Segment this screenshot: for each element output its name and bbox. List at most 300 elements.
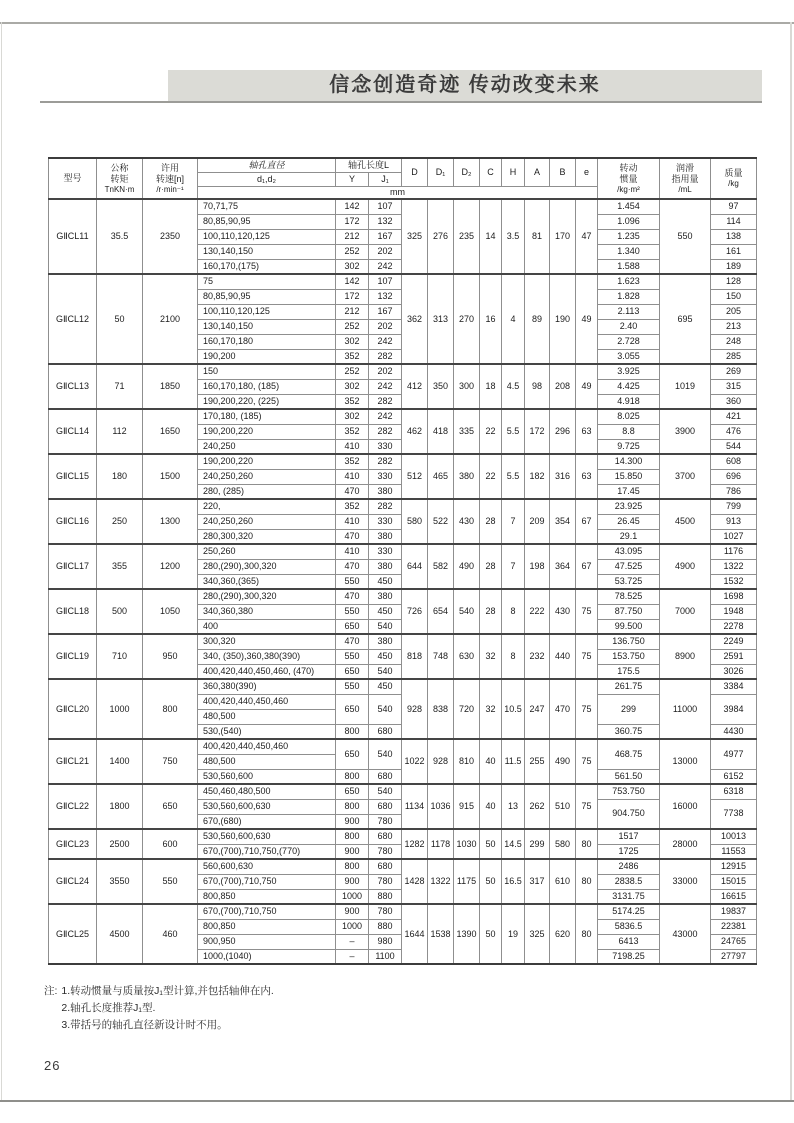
mass-cell: 10013 <box>711 829 757 844</box>
bore-diameter-cell: 280,(290),300,320 <box>198 589 336 604</box>
dimension-cell: 209 <box>525 499 550 544</box>
dimension-cell: 350 <box>428 364 454 409</box>
dimension-cell: 182 <box>525 454 550 499</box>
inertia-cell: 2.113 <box>598 304 660 319</box>
torque-cell: 50 <box>97 274 143 364</box>
bore-diameter-cell: 670,(700),710,750 <box>198 904 336 919</box>
mass-cell: 421 <box>711 409 757 424</box>
table-row <box>49 634 757 649</box>
bore-diameter-cell: 190,200 <box>198 349 336 364</box>
bore-diameter-cell: 280,(290),300,320 <box>198 559 336 574</box>
length-j1-cell: 780 <box>369 814 402 829</box>
mass-cell: 12915 <box>711 859 757 874</box>
bore-diameter-cell: 670,(700),710,750,(770) <box>198 844 336 859</box>
mass-cell: 913 <box>711 514 757 529</box>
dimension-cell: 8 <box>502 634 525 679</box>
torque-cell: 4500 <box>97 904 143 964</box>
inertia-cell: 3131.75 <box>598 889 660 904</box>
dimension-cell: 300 <box>454 364 480 409</box>
length-j1-cell: 132 <box>369 214 402 229</box>
model-cell: GⅡCL15 <box>49 454 97 499</box>
dimension-cell: 1322 <box>428 859 454 904</box>
dimension-cell: 50 <box>480 859 502 904</box>
dimension-cell: 490 <box>454 544 480 589</box>
dimension-cell: 81 <box>525 199 550 274</box>
length-j1-cell: 980 <box>369 934 402 949</box>
length-y-cell: 650 <box>336 619 369 634</box>
length-y-cell: 352 <box>336 394 369 409</box>
length-j1-cell: 450 <box>369 574 402 589</box>
length-y-cell: 550 <box>336 649 369 664</box>
dimension-cell: 915 <box>454 784 480 829</box>
length-j1-cell: 330 <box>369 469 402 484</box>
mass-cell: 7738 <box>711 799 757 829</box>
length-j1-cell: 380 <box>369 529 402 544</box>
dimension-cell: 28 <box>480 544 502 589</box>
length-y-cell: 1000 <box>336 919 369 934</box>
length-j1-cell: 380 <box>369 634 402 649</box>
inertia-cell: 1.623 <box>598 274 660 289</box>
bore-diameter-cell: 480,500 <box>198 754 336 769</box>
dimension-cell: 50 <box>480 904 502 964</box>
inertia-cell: 17.45 <box>598 484 660 499</box>
lube-cell: 16000 <box>660 784 711 829</box>
dimension-cell: 1022 <box>402 739 428 784</box>
inertia-cell: 43.095 <box>598 544 660 559</box>
dimension-cell: 40 <box>480 739 502 784</box>
dimension-cell: 98 <box>525 364 550 409</box>
col-header-bore-dia: 轴孔直径 <box>198 158 336 172</box>
model-cell: GⅡCL16 <box>49 499 97 544</box>
dimension-cell: 172 <box>525 409 550 454</box>
dimension-cell: 430 <box>550 589 576 634</box>
mass-cell: 1322 <box>711 559 757 574</box>
dimension-cell: 18 <box>480 364 502 409</box>
length-j1-cell: 540 <box>369 694 402 724</box>
table-row <box>49 784 757 799</box>
inertia-cell: 15.850 <box>598 469 660 484</box>
inertia-cell: 1.340 <box>598 244 660 259</box>
dimension-cell: 255 <box>525 739 550 784</box>
model-cell: GⅡCL17 <box>49 544 97 589</box>
length-y-cell: – <box>336 949 369 964</box>
dimension-cell: 810 <box>454 739 480 784</box>
table-row <box>49 199 757 214</box>
bore-diameter-cell: 100,110,120,125 <box>198 229 336 244</box>
dimension-cell: 748 <box>428 634 454 679</box>
length-y-cell: 1000 <box>336 889 369 904</box>
mass-cell: 1948 <box>711 604 757 619</box>
bore-diameter-cell: 190,200,220, (225) <box>198 394 336 409</box>
lube-cell: 7000 <box>660 589 711 634</box>
length-j1-cell: 132 <box>369 289 402 304</box>
bore-diameter-cell: 400,420,440,450,460 <box>198 739 336 754</box>
length-j1-cell: 330 <box>369 514 402 529</box>
bore-diameter-cell: 130,140,150 <box>198 319 336 334</box>
dimension-cell: 80 <box>576 859 598 904</box>
dimension-cell: 170 <box>550 199 576 274</box>
col-header-dim: A <box>525 158 550 186</box>
bore-diameter-cell: 400,420,440,450,460, (470) <box>198 664 336 679</box>
table-row <box>49 364 757 379</box>
dimension-cell: 22 <box>480 454 502 499</box>
dimension-cell: 14 <box>480 199 502 274</box>
length-y-cell: 800 <box>336 859 369 874</box>
col-header-dim: D₂ <box>454 158 480 186</box>
mass-cell: 476 <box>711 424 757 439</box>
inertia-cell: 47.525 <box>598 559 660 574</box>
bore-diameter-cell: 160,170,180 <box>198 334 336 349</box>
length-y-cell: 470 <box>336 559 369 574</box>
spec-table-container <box>48 157 756 965</box>
model-cell: GⅡCL24 <box>49 859 97 904</box>
speed-cell: 2350 <box>143 199 198 274</box>
inertia-cell: 2838.5 <box>598 874 660 889</box>
inertia-cell: 14.300 <box>598 454 660 469</box>
torque-cell: 710 <box>97 634 143 679</box>
footnote-lines <box>61 983 273 1033</box>
bore-diameter-cell: 240,250,260 <box>198 514 336 529</box>
page-number: 26 <box>44 1058 61 1073</box>
mass-cell: 3026 <box>711 664 757 679</box>
bore-diameter-cell: 280,300,320 <box>198 529 336 544</box>
length-j1-cell: 450 <box>369 604 402 619</box>
bore-diameter-cell: 190,200,220 <box>198 454 336 469</box>
inertia-cell: 175.5 <box>598 664 660 679</box>
torque-cell: 112 <box>97 409 143 454</box>
bore-diameter-cell: 800,850 <box>198 919 336 934</box>
mass-cell: 3984 <box>711 694 757 724</box>
length-j1-cell: 540 <box>369 784 402 799</box>
mass-cell: 128 <box>711 274 757 289</box>
dimension-cell: 11.5 <box>502 739 525 784</box>
dimension-cell: 80 <box>576 829 598 859</box>
dimension-cell: 726 <box>402 589 428 634</box>
dimension-cell: 296 <box>550 409 576 454</box>
dimension-cell: 1644 <box>402 904 428 964</box>
dimension-cell: 270 <box>454 274 480 364</box>
inertia-cell: 4.918 <box>598 394 660 409</box>
inertia-cell: 7198.25 <box>598 949 660 964</box>
inertia-cell: 1725 <box>598 844 660 859</box>
dimension-cell: 582 <box>428 544 454 589</box>
length-j1-cell: 540 <box>369 739 402 769</box>
length-j1-cell: 202 <box>369 364 402 379</box>
table-row <box>49 589 757 604</box>
bore-diameter-cell: 1000,(1040) <box>198 949 336 964</box>
dimension-cell: 28 <box>480 499 502 544</box>
table-row <box>49 409 757 424</box>
torque-cell: 1400 <box>97 739 143 784</box>
dimension-cell: 838 <box>428 679 454 739</box>
length-y-cell: 302 <box>336 259 369 274</box>
dimension-cell: 75 <box>576 784 598 829</box>
bore-diameter-cell: 130,140,150 <box>198 244 336 259</box>
dimension-cell: 235 <box>454 199 480 274</box>
dimension-cell: 13 <box>502 784 525 829</box>
inertia-cell: 8.025 <box>598 409 660 424</box>
length-y-cell: 410 <box>336 544 369 559</box>
dimension-cell: 644 <box>402 544 428 589</box>
dimension-cell: 232 <box>525 634 550 679</box>
dimension-cell: 354 <box>550 499 576 544</box>
model-cell: GⅡCL14 <box>49 409 97 454</box>
col-header-dim: D₁ <box>428 158 454 186</box>
model-cell: GⅡCL22 <box>49 784 97 829</box>
mass-cell: 24765 <box>711 934 757 949</box>
table-row <box>49 499 757 514</box>
speed-cell: 600 <box>143 829 198 859</box>
dimension-cell: 522 <box>428 499 454 544</box>
bore-diameter-cell: 400,420,440,450,460 <box>198 694 336 709</box>
dimension-cell: 22 <box>480 409 502 454</box>
bore-diameter-cell: 530,560,600,630 <box>198 829 336 844</box>
dimension-cell: 49 <box>576 274 598 364</box>
length-j1-cell: 242 <box>369 259 402 274</box>
length-j1-cell: 780 <box>369 874 402 889</box>
page-left-border <box>1 22 2 1100</box>
inertia-cell: 468.75 <box>598 739 660 769</box>
bore-diameter-cell: 100,110,120,125 <box>198 304 336 319</box>
dimension-cell: 1036 <box>428 784 454 829</box>
length-j1-cell: 680 <box>369 769 402 784</box>
dimension-cell: 362 <box>402 274 428 364</box>
length-j1-cell: 282 <box>369 349 402 364</box>
model-cell: GⅡCL25 <box>49 904 97 964</box>
table-row <box>49 454 757 469</box>
length-y-cell: 252 <box>336 364 369 379</box>
dimension-cell: 512 <box>402 454 428 499</box>
col-header-bore-length: 轴孔长度L <box>336 158 402 172</box>
speed-cell: 800 <box>143 679 198 739</box>
speed-cell: 750 <box>143 739 198 784</box>
dimension-cell: 14.5 <box>502 829 525 859</box>
col-header-dim: D <box>402 158 428 186</box>
lube-cell: 13000 <box>660 739 711 784</box>
length-y-cell: 352 <box>336 349 369 364</box>
bore-diameter-cell: 480,500 <box>198 709 336 724</box>
inertia-cell: 3.055 <box>598 349 660 364</box>
col-header-dim: C <box>480 158 502 186</box>
footnote-item: 3.带括号的轴孔直径新设计时不用。 <box>61 1018 228 1031</box>
mass-cell: 16615 <box>711 889 757 904</box>
length-j1-cell: 450 <box>369 649 402 664</box>
dimension-cell: 654 <box>428 589 454 634</box>
dimension-cell: 928 <box>402 679 428 739</box>
length-j1-cell: 450 <box>369 679 402 694</box>
dimension-cell: 465 <box>428 454 454 499</box>
length-y-cell: 800 <box>336 829 369 844</box>
dimension-cell: 818 <box>402 634 428 679</box>
dimension-cell: 1178 <box>428 829 454 859</box>
col-header-model: 型号 <box>49 158 97 199</box>
inertia-cell: 8.8 <box>598 424 660 439</box>
length-y-cell: 142 <box>336 274 369 289</box>
bore-diameter-cell: 560,600,630 <box>198 859 336 874</box>
inertia-cell: 1.235 <box>598 229 660 244</box>
dimension-cell: 75 <box>576 634 598 679</box>
length-y-cell: 470 <box>336 634 369 649</box>
length-j1-cell: 167 <box>369 304 402 319</box>
dimension-cell: 262 <box>525 784 550 829</box>
lube-cell: 33000 <box>660 859 711 904</box>
length-j1-cell: 680 <box>369 859 402 874</box>
dimension-cell: 80 <box>576 904 598 964</box>
footnotes <box>44 983 274 1033</box>
bore-diameter-cell: 250,260 <box>198 544 336 559</box>
dimension-cell: 430 <box>454 499 480 544</box>
mass-cell: 97 <box>711 199 757 214</box>
length-y-cell: 212 <box>336 304 369 319</box>
length-y-cell: 410 <box>336 439 369 454</box>
length-y-cell: 142 <box>336 199 369 214</box>
bore-diameter-cell: 800,850 <box>198 889 336 904</box>
table-row <box>49 679 757 694</box>
inertia-cell: 1.588 <box>598 259 660 274</box>
length-j1-cell: 680 <box>369 799 402 814</box>
lube-cell: 1019 <box>660 364 711 409</box>
table-row <box>49 859 757 874</box>
dimension-cell: 1175 <box>454 859 480 904</box>
length-j1-cell: 330 <box>369 544 402 559</box>
inertia-cell: 2.728 <box>598 334 660 349</box>
length-y-cell: 650 <box>336 739 369 769</box>
length-y-cell: 900 <box>336 814 369 829</box>
spec-table <box>48 157 757 965</box>
length-y-cell: 550 <box>336 574 369 589</box>
footnote-item: 2.轴孔长度推荐J₁型. <box>61 1001 156 1014</box>
length-y-cell: 410 <box>336 514 369 529</box>
length-y-cell: 650 <box>336 694 369 724</box>
speed-cell: 1500 <box>143 454 198 499</box>
dimension-cell: 470 <box>550 679 576 739</box>
length-y-cell: 470 <box>336 589 369 604</box>
bore-diameter-cell: 240,250 <box>198 439 336 454</box>
bore-diameter-cell: 360,380(390) <box>198 679 336 694</box>
speed-cell: 1650 <box>143 409 198 454</box>
length-j1-cell: 167 <box>369 229 402 244</box>
inertia-cell: 4.425 <box>598 379 660 394</box>
lube-cell: 550 <box>660 199 711 274</box>
mass-cell: 4977 <box>711 739 757 769</box>
slogan-banner: 信念创造奇迹 传动改变未来 <box>168 70 762 101</box>
dimension-cell: 50 <box>480 829 502 859</box>
speed-cell: 1050 <box>143 589 198 634</box>
dimension-cell: 317 <box>525 859 550 904</box>
speed-cell: 1300 <box>143 499 198 544</box>
inertia-cell: 3.925 <box>598 364 660 379</box>
dimension-cell: 190 <box>550 274 576 364</box>
dimension-cell: 3.5 <box>502 199 525 274</box>
inertia-cell: 53.725 <box>598 574 660 589</box>
col-header-length-j1: J₁ <box>369 172 402 186</box>
page-bottom-border <box>0 1100 794 1102</box>
page-top-border <box>0 22 794 24</box>
model-cell: GⅡCL13 <box>49 364 97 409</box>
col-header-inertia: 转动 惯量 /kg·m² <box>598 158 660 199</box>
dimension-cell: 412 <box>402 364 428 409</box>
length-y-cell: 410 <box>336 469 369 484</box>
length-j1-cell: 107 <box>369 274 402 289</box>
length-j1-cell: 282 <box>369 424 402 439</box>
length-y-cell: 900 <box>336 844 369 859</box>
mass-cell: 2249 <box>711 634 757 649</box>
inertia-cell: 5174.25 <box>598 904 660 919</box>
torque-cell: 1000 <box>97 679 143 739</box>
dimension-cell: 418 <box>428 409 454 454</box>
model-cell: GⅡCL20 <box>49 679 97 739</box>
bore-diameter-cell: 300,320 <box>198 634 336 649</box>
mass-cell: 269 <box>711 364 757 379</box>
col-header-dim: B <box>550 158 576 186</box>
dimension-cell: 28 <box>480 589 502 634</box>
lube-cell: 11000 <box>660 679 711 739</box>
mass-cell: 22381 <box>711 919 757 934</box>
length-y-cell: 352 <box>336 499 369 514</box>
dimension-cell: 440 <box>550 634 576 679</box>
bore-diameter-cell: 160,170,(175) <box>198 259 336 274</box>
lube-cell: 4500 <box>660 499 711 544</box>
dimension-cell: 40 <box>480 784 502 829</box>
length-y-cell: 800 <box>336 799 369 814</box>
bore-diameter-cell: 340,360,380 <box>198 604 336 619</box>
bore-diameter-cell: 190,200,220 <box>198 424 336 439</box>
length-y-cell: 470 <box>336 529 369 544</box>
mass-cell: 1532 <box>711 574 757 589</box>
bore-diameter-cell: 80,85,90,95 <box>198 289 336 304</box>
lube-cell: 3700 <box>660 454 711 499</box>
mass-cell: 2591 <box>711 649 757 664</box>
dimension-cell: 928 <box>428 739 454 784</box>
mass-cell: 696 <box>711 469 757 484</box>
bore-diameter-cell: 240,250,260 <box>198 469 336 484</box>
bore-diameter-cell: 670,(700),710,750 <box>198 874 336 889</box>
bore-diameter-cell: 170,180, (185) <box>198 409 336 424</box>
length-y-cell: 470 <box>336 484 369 499</box>
speed-cell: 1850 <box>143 364 198 409</box>
torque-cell: 355 <box>97 544 143 589</box>
mass-cell: 213 <box>711 319 757 334</box>
speed-cell: 950 <box>143 634 198 679</box>
inertia-cell: 5836.5 <box>598 919 660 934</box>
dimension-cell: 720 <box>454 679 480 739</box>
mass-cell: 6318 <box>711 784 757 799</box>
torque-cell: 3550 <box>97 859 143 904</box>
table-row <box>49 829 757 844</box>
model-cell: GⅡCL23 <box>49 829 97 859</box>
bore-diameter-cell: 280, (285) <box>198 484 336 499</box>
bore-diameter-cell: 530,560,600 <box>198 769 336 784</box>
dimension-cell: 198 <box>525 544 550 589</box>
length-j1-cell: 540 <box>369 619 402 634</box>
length-y-cell: 302 <box>336 334 369 349</box>
length-y-cell: 800 <box>336 769 369 784</box>
lube-cell: 695 <box>660 274 711 364</box>
mass-cell: 786 <box>711 484 757 499</box>
dimension-cell: 1282 <box>402 829 428 859</box>
dimension-cell: 16 <box>480 274 502 364</box>
lube-cell: 28000 <box>660 829 711 859</box>
col-header-dim: H <box>502 158 525 186</box>
inertia-cell: 1.454 <box>598 199 660 214</box>
length-j1-cell: 282 <box>369 499 402 514</box>
inertia-cell: 29.1 <box>598 529 660 544</box>
footnote-item: 1.转动惯量与质量按J₁型计算,并包括轴伸在内. <box>61 985 274 997</box>
table-row <box>49 904 757 919</box>
inertia-cell: 904.750 <box>598 799 660 829</box>
mass-cell: 799 <box>711 499 757 514</box>
length-j1-cell: 242 <box>369 409 402 424</box>
